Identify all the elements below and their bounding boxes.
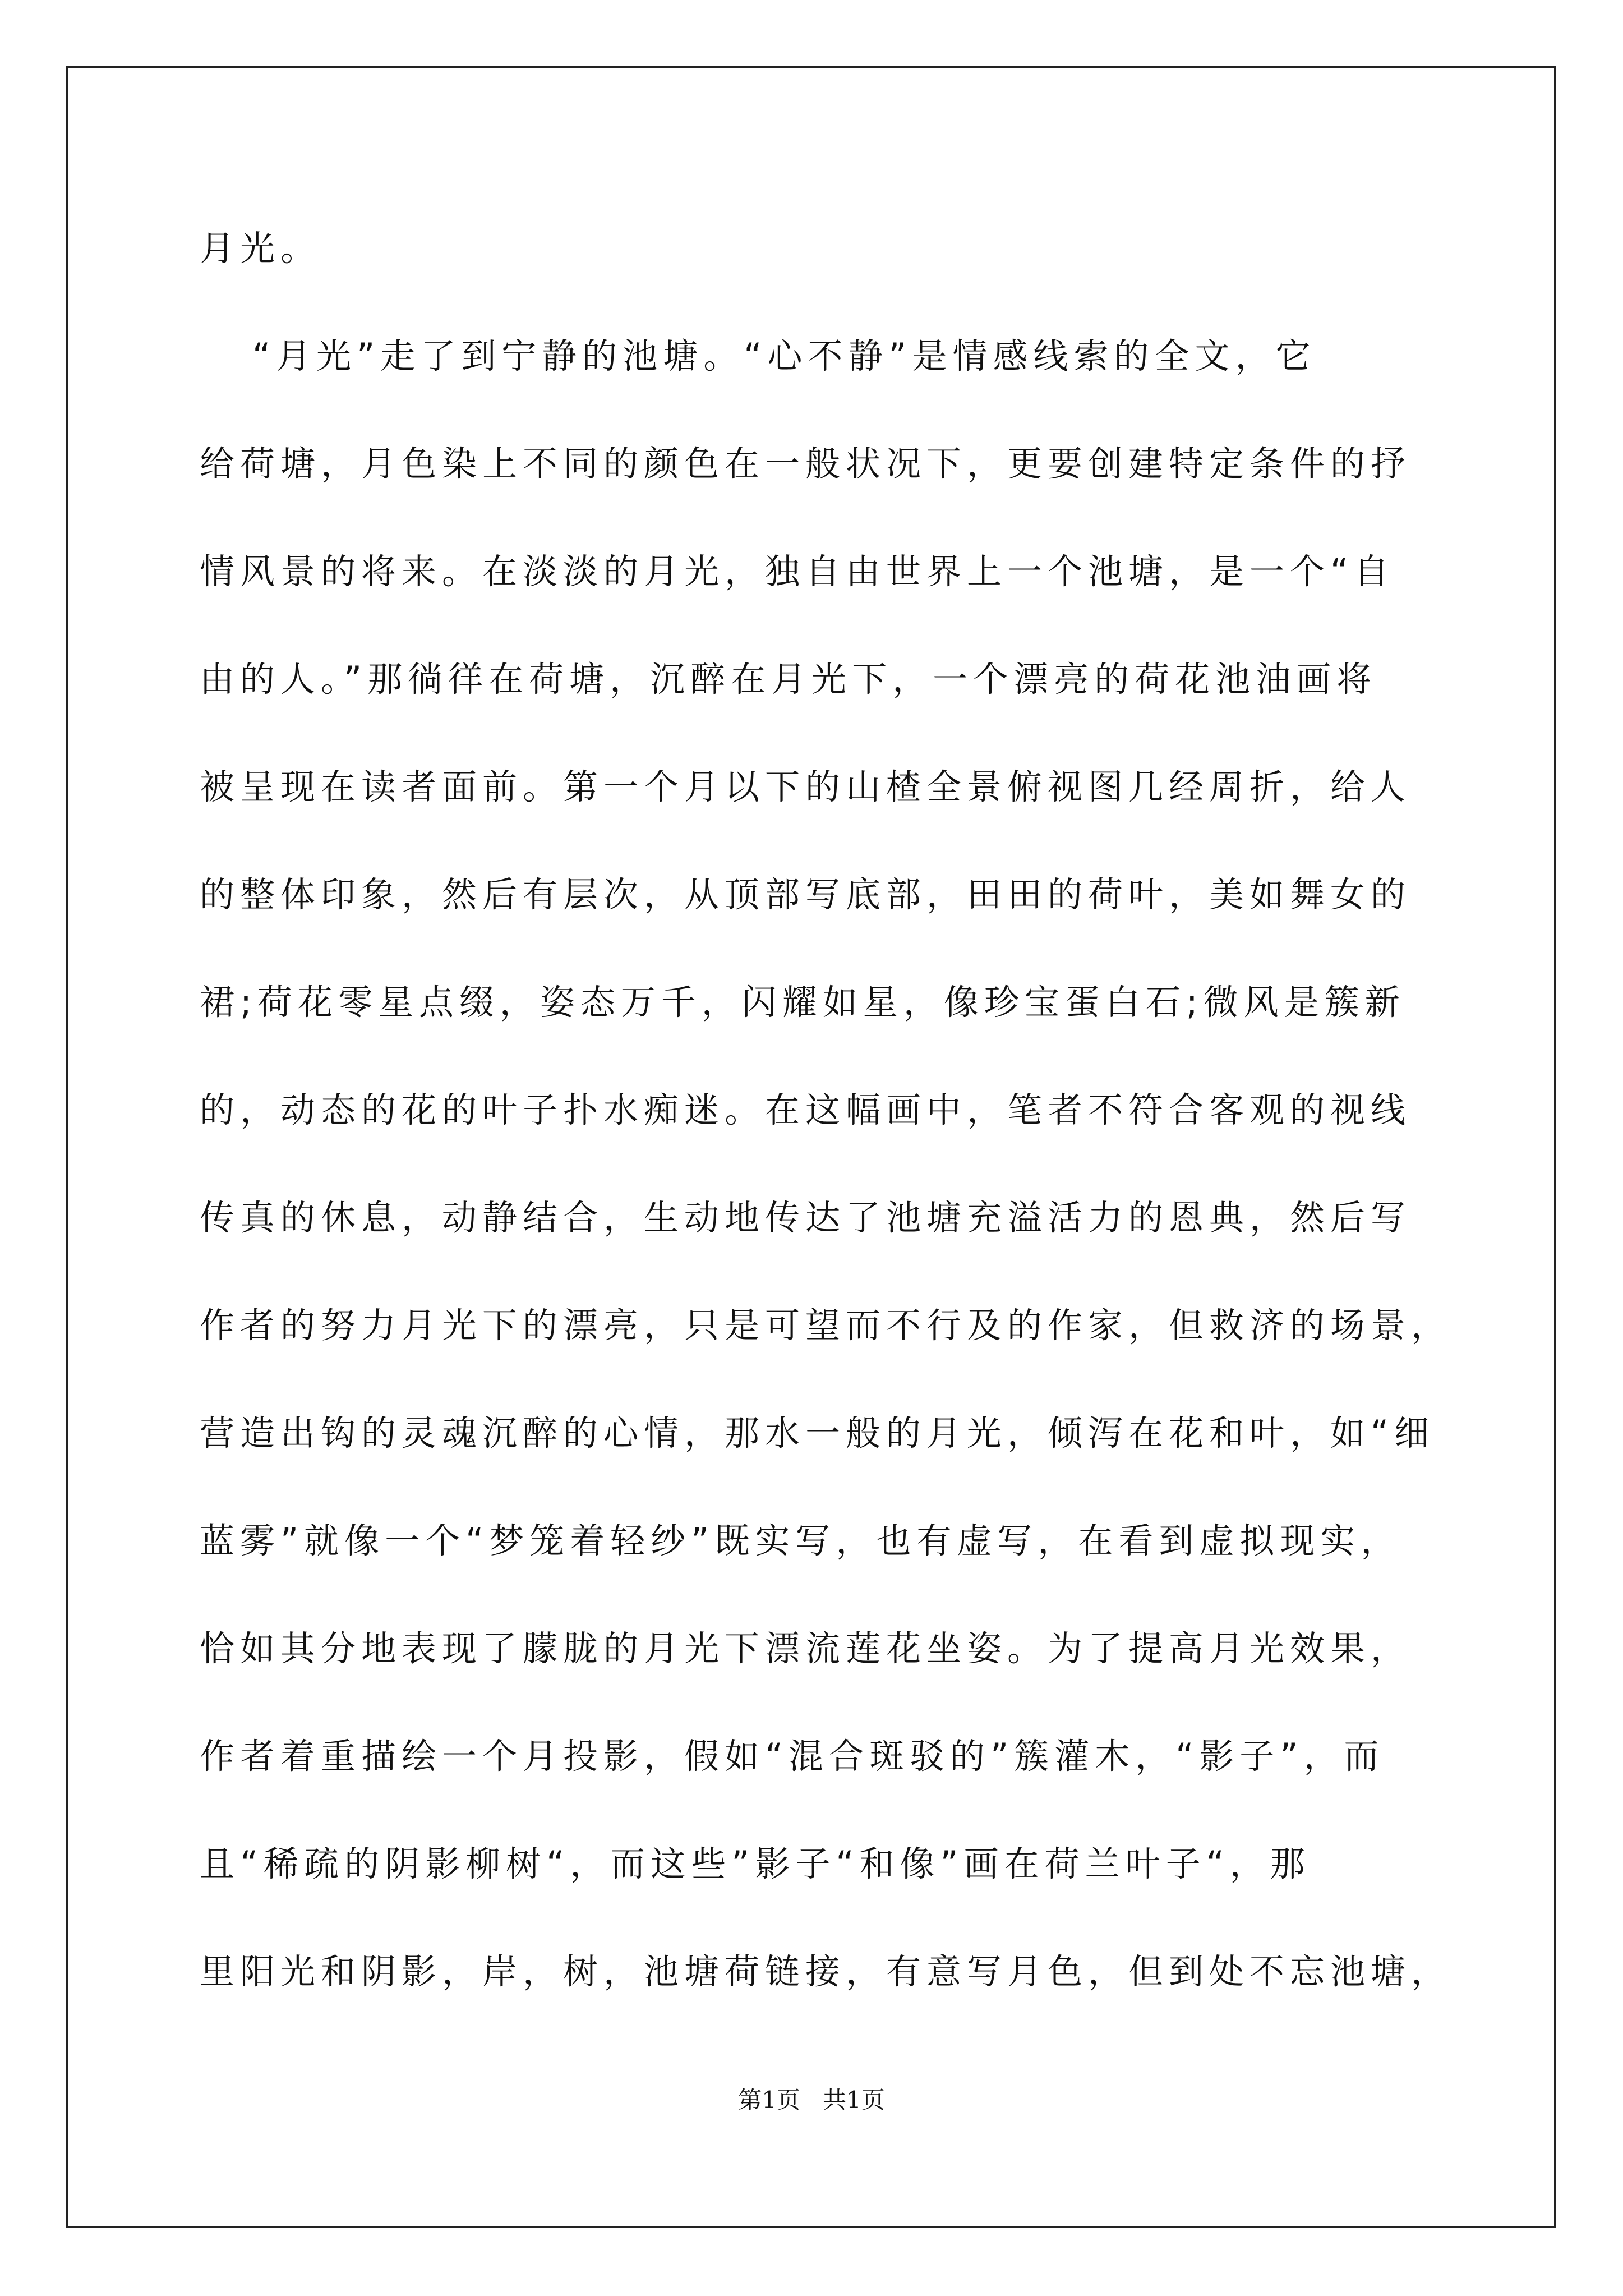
text-line-12: 营造出钩的灵魂沉醉的心情，那水一般的月光，倾泻在花和叶，如“细 [200,1412,1435,1453]
text-line-5: 由的人。”那徜徉在荷塘，沉醉在月光下，一个漂亮的荷花池油画将 [200,659,1377,700]
text-line-4: 情风景的将来。在淡淡的月光，独自由世界上一个池塘，是一个“自 [200,551,1395,592]
text-line-6: 被呈现在读者面前。第一个月以下的山楂全景俯视图几经周折，给人 [200,766,1412,807]
text-line-16: 且“稀疏的阴影柳树“，而这些”影子“和像”画在荷兰叶子“，那 [200,1843,1311,1884]
text-line-8: 裙;荷花零星点缀，姿态万千，闪耀如星，像珍宝蛋白石;微风是簇新 [200,982,1405,1023]
text-line-10: 传真的休息，动静结合，生动地传达了池塘充溢活力的恩典，然后写 [200,1197,1412,1238]
text-line-7: 的整体印象，然后有层次，从顶部写底部，田田的荷叶，美如舞女的 [200,874,1412,915]
page-border [66,66,1556,2228]
text-line-11: 作者的努力月光下的漂亮，只是可望而不行及的作家，但救济的场景， [200,1305,1452,1346]
text-line-3: 给荷塘，月色染上不同的颜色在一般状况下，更要创建特定条件的抒 [200,443,1412,484]
text-line-1: 月光。 [200,228,321,269]
text-line-14: 恰如其分地表现了朦胧的月光下漂流莲花坐姿。为了提高月光效果， [200,1628,1412,1669]
text-line-13: 蓝雾”就像一个“梦笼着轻纱”既实写，也有虚写，在看到虚拟现实， [200,1520,1401,1561]
text-line-2: “月光”走了到宁静的池塘。“心不静”是情感线索的全文，它 [252,335,1316,376]
page-number-footer: 第1页 共1页 [738,2086,885,2114]
text-line-17: 里阳光和阴影，岸，树，池塘荷链接，有意写月色，但到处不忘池塘， [200,1951,1452,1992]
text-line-15: 作者着重描绘一个月投影，假如“混合斑驳的”簇灌木，“影子”，而 [200,1736,1385,1777]
text-line-9: 的，动态的花的叶子扑水痴迷。在这幅画中，笔者不符合客观的视线 [200,1089,1412,1130]
